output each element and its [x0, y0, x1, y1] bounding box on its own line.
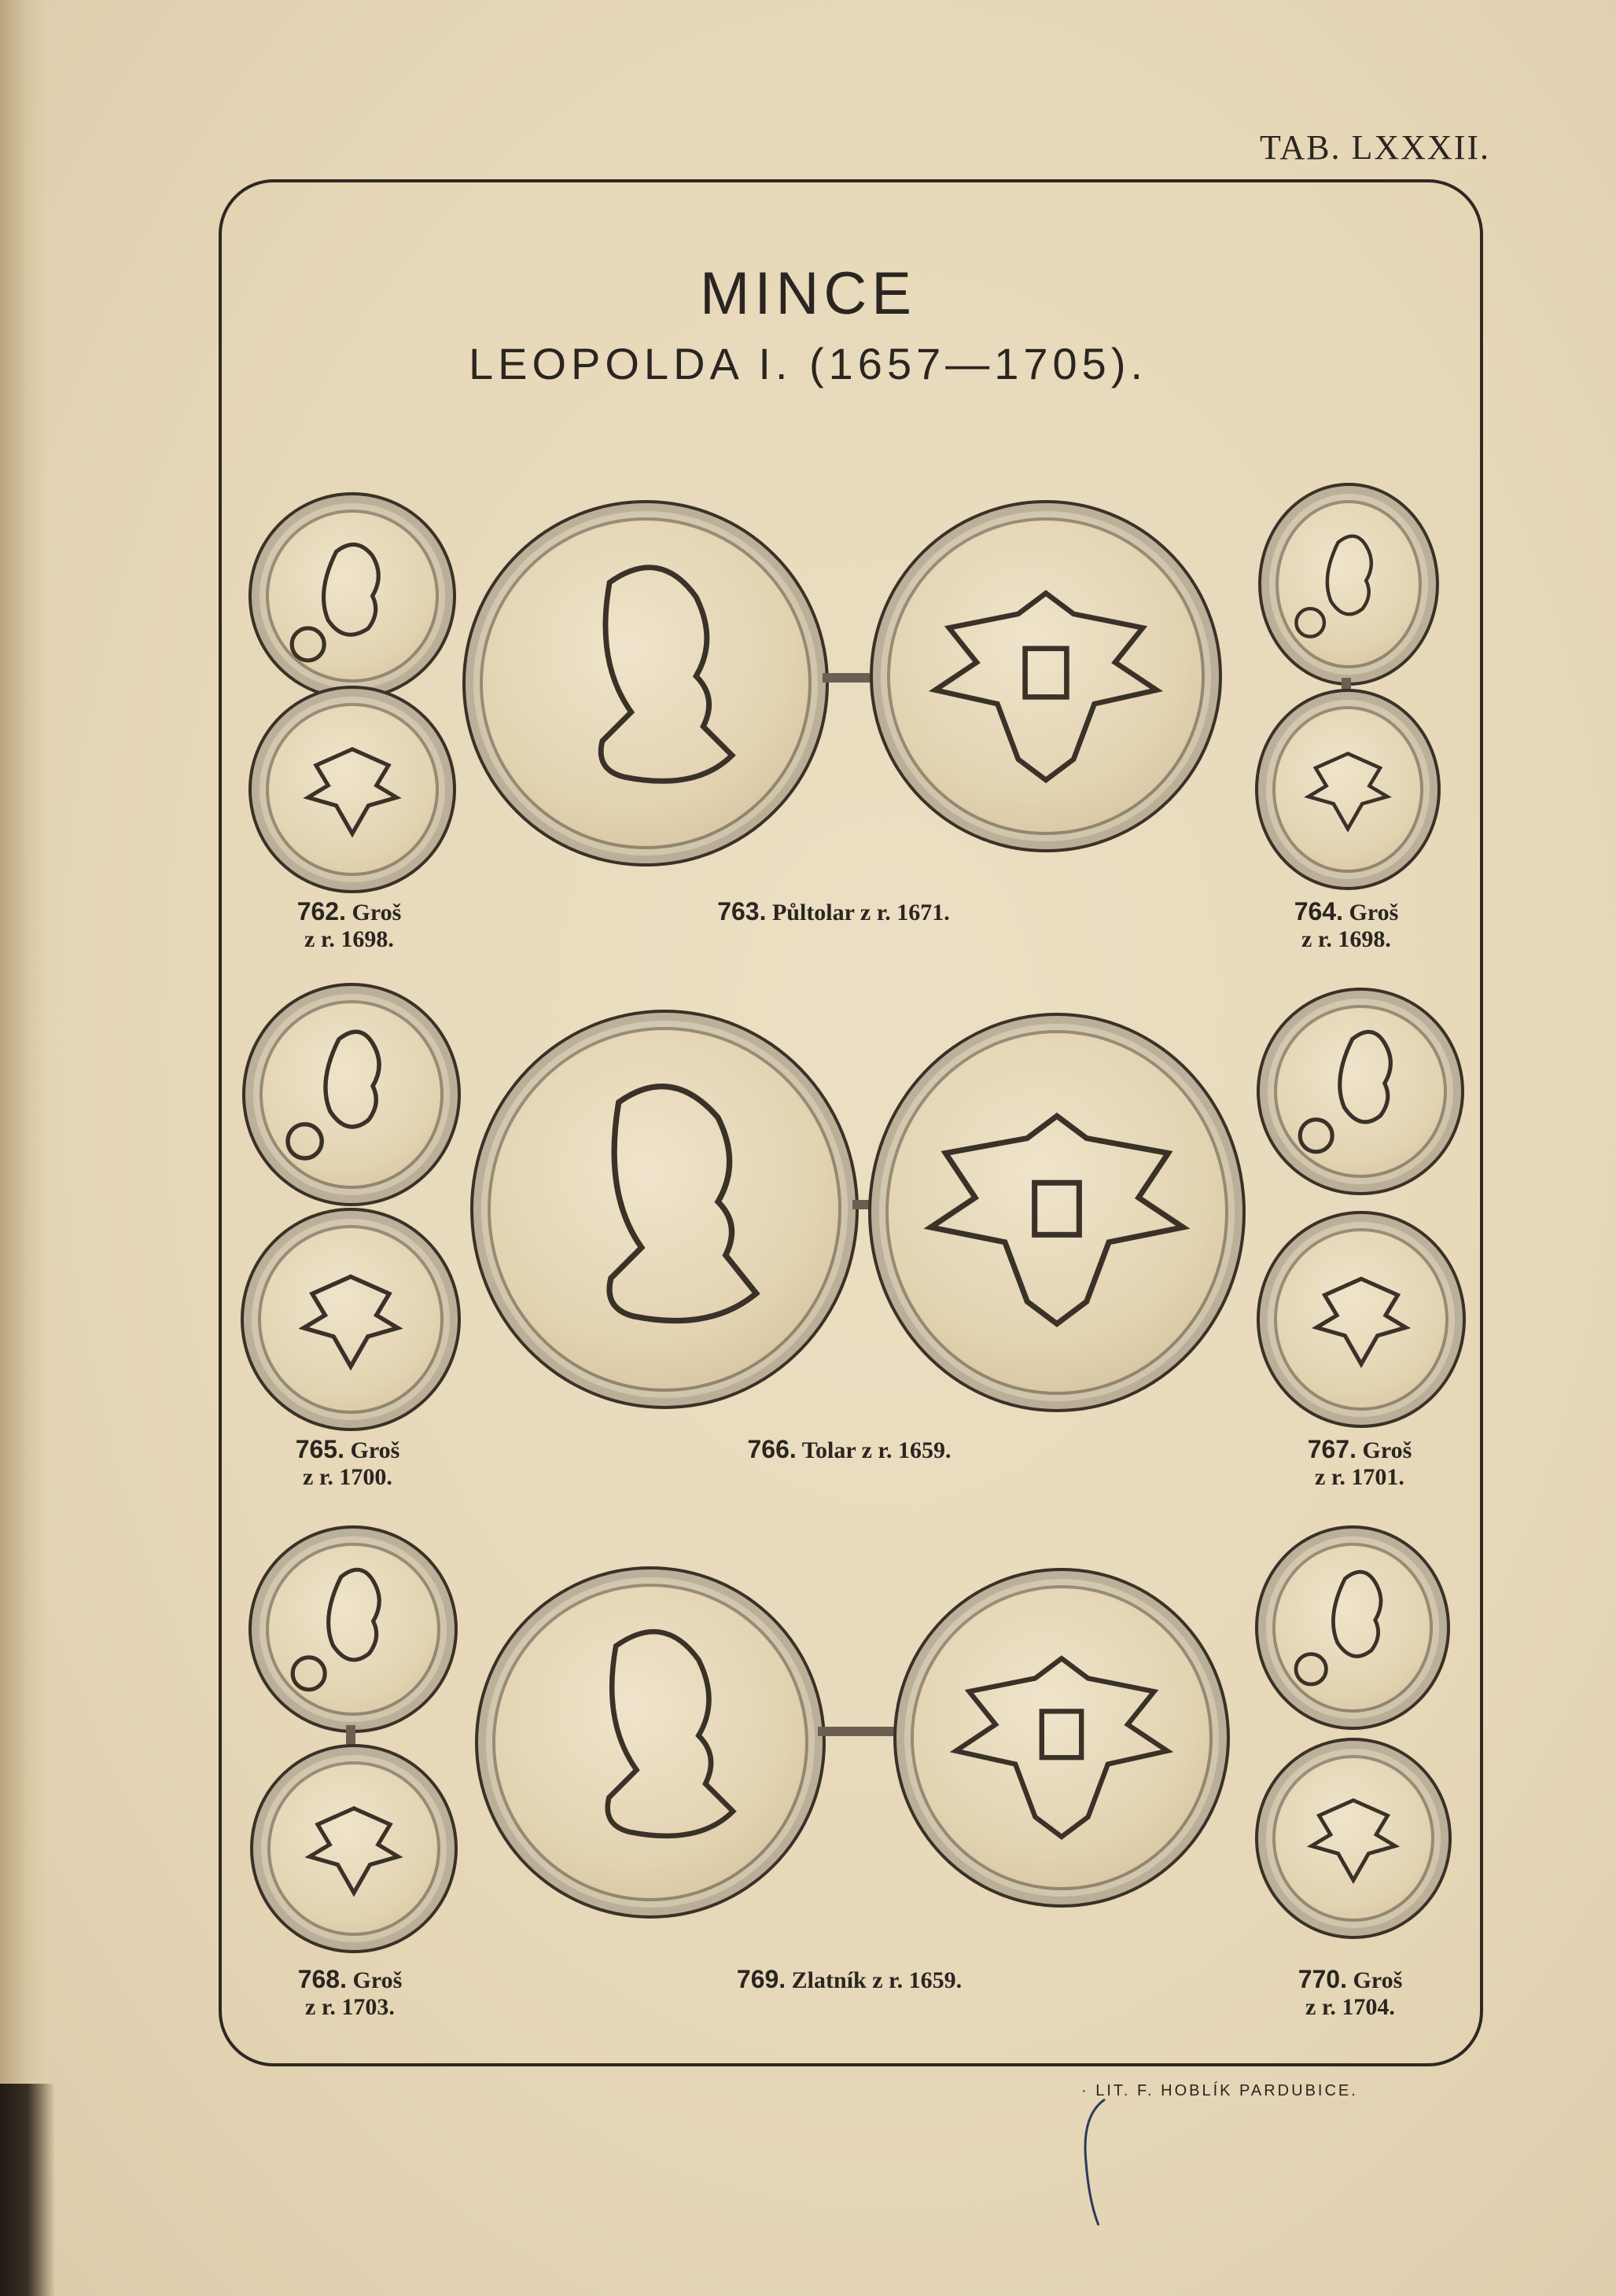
caption-765: 765. Groš z r. 1700.: [295, 1435, 400, 1490]
printer-imprint: · LIT. F. HOBLÍK PARDUBICE.: [1081, 2082, 1358, 2099]
pen-mark-icon: [1073, 2092, 1113, 2233]
eagle-small-icon: [244, 1211, 458, 1428]
coin-768-link: [346, 1725, 355, 1746]
coin-766-obverse: [470, 1010, 859, 1409]
eagle-small-icon: [1258, 1741, 1449, 1936]
portrait-large-icon: [466, 503, 826, 863]
coin-770-reverse: [1255, 1738, 1452, 1939]
coin-768-reverse: [250, 1744, 458, 1953]
caption-768: 768. Groš z r. 1703.: [297, 1965, 403, 2020]
portrait-small-icon: [1260, 991, 1461, 1192]
book-spine-shadow: [0, 2084, 55, 2296]
double-eagle-icon: [896, 1571, 1227, 1904]
plate-number: TAB. LXXXII.: [1260, 128, 1490, 167]
portrait-small-icon: [1258, 1529, 1447, 1727]
coin-767-obverse: [1257, 988, 1464, 1195]
eagle-small-icon: [252, 689, 453, 890]
portrait-small-icon: [252, 495, 453, 697]
plate-title: MINCE: [700, 260, 916, 327]
portrait-small-icon: [245, 986, 458, 1203]
caption-763: 763. Půltolar z r. 1671.: [717, 897, 950, 925]
portrait-small-icon: [1261, 486, 1436, 683]
coin-764-reverse: [1255, 689, 1441, 890]
coin-768-obverse: [248, 1525, 458, 1733]
coin-770-obverse: [1255, 1525, 1450, 1730]
eagle-small-icon: [253, 1747, 455, 1950]
coin-769-link: [818, 1727, 896, 1736]
coin-769-reverse: [893, 1568, 1230, 1908]
double-eagle-icon: [873, 503, 1219, 849]
coin-763-reverse: [870, 500, 1222, 852]
coin-763-obverse: [462, 500, 829, 867]
coin-767-reverse: [1257, 1211, 1466, 1428]
coin-766-reverse: [868, 1013, 1246, 1412]
eagle-small-icon: [1258, 692, 1437, 887]
coin-762-obverse: [248, 492, 456, 700]
caption-767: 767. Groš z r. 1701.: [1307, 1435, 1412, 1490]
portrait-small-icon: [252, 1529, 455, 1730]
coin-764-obverse: [1258, 483, 1439, 686]
portrait-large-icon: [473, 1013, 856, 1406]
coin-765-reverse: [241, 1208, 461, 1431]
caption-769: 769. Zlatník z r. 1659.: [736, 1965, 963, 1993]
coin-769-obverse: [475, 1566, 826, 1919]
caption-762: 762. Groš z r. 1698.: [296, 897, 402, 952]
caption-770: 770. Groš z r. 1704.: [1298, 1965, 1403, 2020]
coin-763-link: [823, 673, 870, 683]
coin-762-reverse: [248, 686, 456, 893]
double-eagle-icon: [871, 1016, 1242, 1409]
caption-764: 764. Groš z r. 1698.: [1294, 897, 1399, 952]
coin-765-obverse: [242, 983, 461, 1206]
caption-766: 766. Tolar z r. 1659.: [747, 1435, 952, 1463]
eagle-small-icon: [1260, 1214, 1463, 1425]
portrait-large-icon: [478, 1569, 823, 1915]
plate-subtitle: LEOPOLDA I. (1657—1705).: [468, 339, 1148, 388]
